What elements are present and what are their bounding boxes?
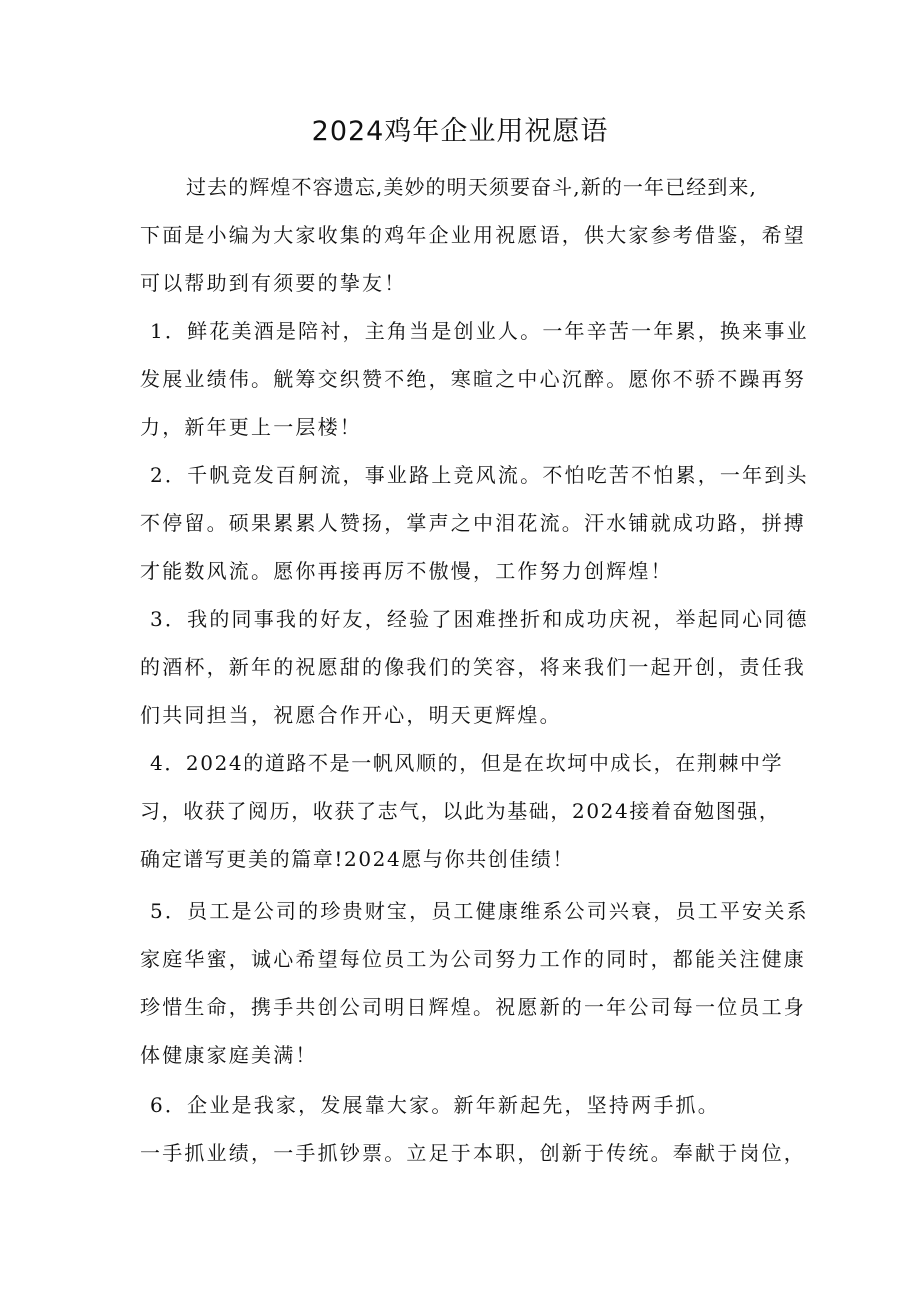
intro-line-1: 过去的辉煌不容遗忘,美妙的明天须要奋斗,新的一年已经到来, (186, 175, 757, 199)
item-1-line-3: 力，新年更上一层楼！ (140, 415, 362, 439)
item-3-line-2: 的酒杯，新年的祝愿甜的像我们的笑容，将来我们一起开创，责任我 (140, 655, 806, 679)
item-4-line-2: 习，收获了阅历，收获了志气，以此为基础，2024接着奋勉图强， (140, 799, 781, 823)
intro-line-3: 可以帮助到有须要的挚友！ (140, 271, 407, 295)
item-2-line-3: 才能数风流。愿你再接再厉不傲慢，工作努力创辉煌！ (140, 559, 673, 583)
item-5-line-3: 珍惜生命，携手共创公司明日辉煌。祝愿新的一年公司每一位员工身 (140, 995, 806, 1019)
item-3-line-3: 们共同担当，祝愿合作开心，明天更辉煌。 (140, 703, 562, 727)
item-1-line-2: 发展业绩伟。觥筹交织赞不绝，寒暄之中心沉醉。愿你不骄不躁再努 (140, 367, 806, 391)
intro-line-2: 下面是小编为大家收集的鸡年企业用祝愿语，供大家参考借鉴，希望 (140, 223, 806, 247)
item-6-line-1: 6．企业是我家，发展靠大家。新年新起先，坚持两手抓。 (150, 1093, 720, 1117)
item-5-line-1: 5．员工是公司的珍贵财宝，员工健康维系公司兴衰，员工平安关系 (150, 899, 809, 923)
item-2-line-2: 不停留。硕果累累人赞扬，掌声之中泪花流。汗水铺就成功路，拼搏 (140, 511, 806, 535)
item-2-line-1: 2．千帆竞发百舸流，事业路上竞风流。不怕吃苦不怕累，一年到头 (150, 463, 809, 487)
item-3-line-1: 3．我的同事我的好友，经验了困难挫折和成功庆祝，举起同心同德 (150, 607, 809, 631)
item-1-line-1: 1．鲜花美酒是陪衬，主角当是创业人。一年辛苦一年累，换来事业 (150, 319, 809, 343)
item-4-line-1: 4．2024的道路不是一帆风顺的，但是在坎坷中成长，在荆棘中学 (150, 751, 784, 775)
page-title: 2024鸡年企业用祝愿语 (311, 116, 609, 147)
item-5-line-2: 家庭华蜜，诚心希望每位员工为公司努力工作的同时，都能关注健康 (140, 947, 806, 971)
item-5-line-4: 体健康家庭美满！ (140, 1043, 318, 1067)
item-4-line-3: 确定谱写更美的篇章!2024愿与你共创佳绩！ (140, 847, 575, 871)
item-6-line-2: 一手抓业绩，一手抓钞票。立足于本职，创新于传统。奉献于岗位， (140, 1141, 806, 1165)
